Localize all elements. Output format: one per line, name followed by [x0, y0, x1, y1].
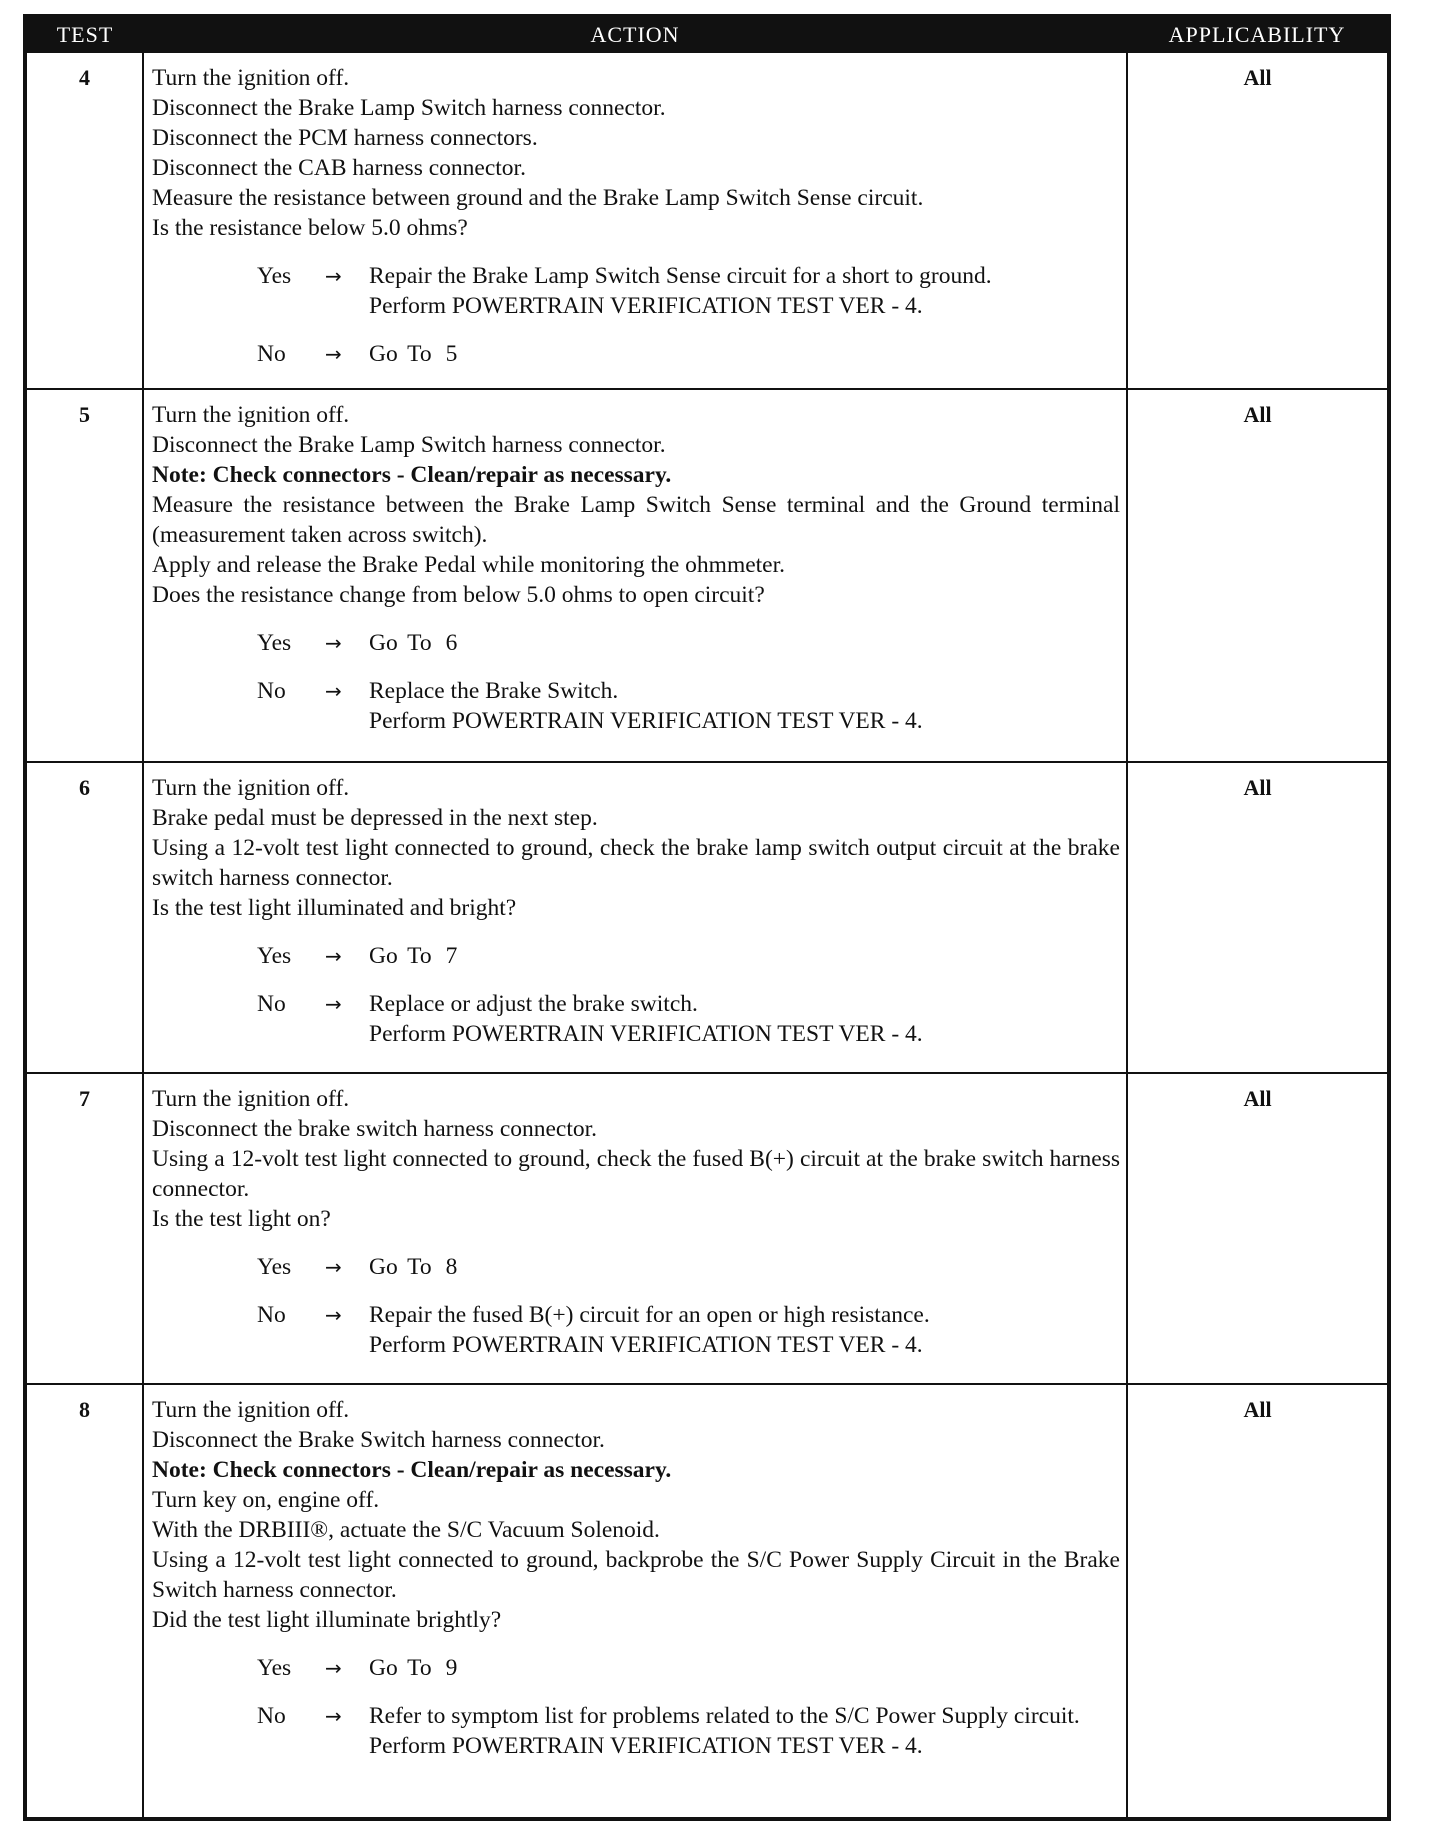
test-number: 6: [25, 762, 143, 1073]
yes-label: Yes: [257, 630, 292, 656]
action-cell: [143, 1073, 1127, 1384]
arrow-right-icon: →: [325, 944, 342, 968]
yes-result: [152, 1653, 1120, 1683]
step-text: Turn the ignition off.: [152, 402, 350, 428]
goto-text: Go To: [369, 1655, 432, 1681]
yes-result: [152, 628, 1120, 658]
diagnostic-test-table: [23, 14, 1391, 1821]
goto-text: Go To: [369, 943, 432, 969]
test-row-4: [25, 52, 1389, 389]
step-text: Disconnect the Brake Lamp Switch harness connector.: [152, 95, 666, 121]
no-label: No: [257, 1703, 286, 1729]
arrow-right-icon: →: [325, 1303, 342, 1327]
test-row-5: [25, 389, 1389, 762]
arrow-right-icon: →: [325, 1255, 342, 1279]
arrow-right-icon: →: [325, 631, 342, 655]
step-text: Disconnect the Brake Switch harness connector.: [152, 1427, 605, 1453]
step-text: Turn the ignition off.: [152, 1397, 350, 1423]
test-row-6: [25, 762, 1389, 1073]
step-text: Disconnect the PCM harness connectors.: [152, 125, 538, 151]
test-number: 4: [25, 52, 143, 389]
question-text: Is the resistance below 5.0 ohms?: [152, 215, 468, 241]
note-text: Note: Check connectors - Clean/repair as necessary.: [152, 462, 672, 488]
goto-number: 8: [445, 1254, 458, 1280]
header-test: TEST: [56, 21, 114, 47]
test-number: 8: [25, 1384, 143, 1819]
goto-number: 7: [445, 943, 458, 969]
test-number: 7: [25, 1073, 143, 1384]
question-text: Does the resistance change from below 5.0 ohms to open circuit?: [152, 582, 765, 608]
goto-number: 9: [445, 1655, 458, 1681]
result-text: Perform POWERTRAIN VERIFICATION TEST VER - 4.: [369, 1733, 923, 1759]
no-label: No: [257, 1302, 286, 1328]
result-text: Perform POWERTRAIN VERIFICATION TEST VER - 4.: [369, 293, 923, 319]
note-text: Note: Check connectors - Clean/repair as necessary.: [152, 1457, 672, 1483]
test-row-7: [25, 1073, 1389, 1384]
question-text: Is the test light illuminated and bright?: [152, 895, 517, 921]
yes-label: Yes: [257, 263, 292, 289]
question-text: Is the test light on?: [152, 1206, 331, 1232]
no-result: [152, 339, 1120, 369]
yes-label: Yes: [257, 1655, 292, 1681]
applicability-cell: All: [1127, 1384, 1389, 1819]
step-text: Disconnect the CAB harness connector.: [152, 155, 526, 181]
goto-number: 6: [445, 630, 458, 656]
result-text: Perform POWERTRAIN VERIFICATION TEST VER - 4.: [369, 708, 923, 734]
step-text: Using a 12-volt test light connected to ground, backprobe the S/C Power Supply Circuit in the Brake Switch harness connector.: [152, 1547, 1120, 1603]
result-text: Refer to symptom list for problems related to the S/C Power Supply circuit.: [369, 1703, 1080, 1729]
step-text: Apply and release the Brake Pedal while monitoring the ohmmeter.: [152, 552, 786, 578]
result-text: Perform POWERTRAIN VERIFICATION TEST VER - 4.: [369, 1021, 923, 1047]
action-cell: [143, 762, 1127, 1073]
no-result: [152, 1300, 1120, 1360]
step-text: With the DRBIII®, actuate the S/C Vacuum Solenoid.: [152, 1517, 660, 1543]
yes-label: Yes: [257, 1254, 292, 1280]
applicability-cell: All: [1127, 1073, 1389, 1384]
action-cell: [143, 1384, 1127, 1819]
question-text: Did the test light illuminate brightly?: [152, 1607, 502, 1633]
step-text: Turn the ignition off.: [152, 1086, 350, 1112]
step-text: Disconnect the Brake Lamp Switch harness connector.: [152, 432, 666, 458]
arrow-right-icon: →: [325, 992, 342, 1016]
yes-result: [152, 261, 1120, 321]
goto-number: 5: [445, 341, 458, 367]
step-text: Using a 12-volt test light connected to ground, check the brake lamp switch output circuit at the brake switch harness connector.: [152, 835, 1120, 891]
yes-result: [152, 941, 1120, 971]
step-text: Measure the resistance between the Brake Lamp Switch Sense terminal and the Ground terminal (measurement taken across switch).: [152, 492, 1120, 548]
no-result: [152, 1701, 1120, 1761]
step-text: Turn the ignition off.: [152, 775, 350, 801]
arrow-right-icon: →: [325, 1704, 342, 1728]
no-result: [152, 989, 1120, 1049]
arrow-right-icon: →: [325, 342, 342, 366]
yes-result: [152, 1252, 1120, 1282]
diagnostic-procedure-document: [23, 14, 1387, 1767]
result-text: Replace or adjust the brake switch.: [369, 991, 698, 1017]
applicability-cell: All: [1127, 52, 1389, 389]
step-text: Disconnect the brake switch harness connector.: [152, 1116, 598, 1142]
goto-text: Go To: [369, 341, 432, 367]
goto-text: Go To: [369, 630, 432, 656]
header-applicability: APPLICABILITY: [1168, 21, 1346, 47]
action-cell: [143, 389, 1127, 762]
test-number: 5: [25, 389, 143, 762]
step-text: Turn the ignition off.: [152, 65, 350, 91]
step-text: Turn key on, engine off.: [152, 1487, 380, 1513]
applicability-cell: All: [1127, 762, 1389, 1073]
result-text: Replace the Brake Switch.: [369, 678, 619, 704]
no-result: [152, 676, 1120, 736]
result-text: Perform POWERTRAIN VERIFICATION TEST VER - 4.: [369, 1332, 923, 1358]
no-label: No: [257, 678, 286, 704]
arrow-right-icon: →: [325, 264, 342, 288]
no-label: No: [257, 341, 286, 367]
result-text: Repair the fused B(+) circuit for an open or high resistance.: [369, 1302, 930, 1328]
result-text: Repair the Brake Lamp Switch Sense circuit for a short to ground.: [369, 263, 992, 289]
step-text: Measure the resistance between ground and the Brake Lamp Switch Sense circuit.: [152, 185, 924, 211]
test-row-8: [25, 1384, 1389, 1819]
no-label: No: [257, 991, 286, 1017]
arrow-right-icon: →: [325, 1656, 342, 1680]
applicability-cell: All: [1127, 389, 1389, 762]
step-text: Brake pedal must be depressed in the next step.: [152, 805, 598, 831]
header-action: ACTION: [590, 21, 680, 47]
goto-text: Go To: [369, 1254, 432, 1280]
table-header-row: [25, 16, 1389, 52]
step-text: Using a 12-volt test light connected to ground, check the fused B(+) circuit at the brake switch harness connector.: [152, 1146, 1120, 1202]
action-cell: [143, 52, 1127, 389]
yes-label: Yes: [257, 943, 292, 969]
arrow-right-icon: →: [325, 679, 342, 703]
